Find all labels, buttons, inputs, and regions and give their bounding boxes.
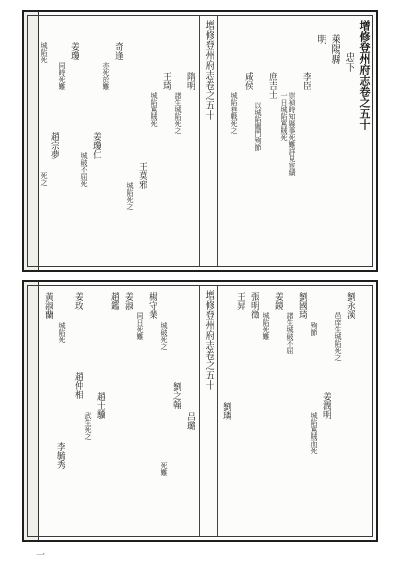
lower-entry-name: 姜玫 — [73, 292, 83, 310]
lower-entry-name: 劉永溪 — [345, 292, 355, 319]
upper-entry-note: 城陷死 — [40, 42, 48, 63]
lower-entry-name: 姜淑 — [123, 292, 133, 310]
upper-entry-note: 崇禎時知縣事死難詳見宦績 — [288, 92, 296, 176]
lower-entry-name: 趙仲相 — [73, 372, 83, 399]
lower-entry-name: 趙鑑 — [109, 292, 119, 310]
lower-entry-note: 城陷死難 — [262, 312, 270, 340]
upper-entry-name: 庶吉士 — [267, 72, 277, 99]
upper-center-fold-right — [217, 16, 218, 266]
upper-center-fold — [199, 16, 200, 266]
upper-entry-note: 亦死於難 — [102, 62, 110, 90]
page-mark: 一 — [36, 551, 46, 561]
upper-entry-name: 王莫邪 — [137, 162, 147, 189]
upper-leaf — [22, 10, 378, 272]
section-heading: 忠下 — [343, 52, 354, 72]
upper-entry-note: 一日城陷罵賊死 — [280, 92, 288, 141]
lower-entry-note: 城陷死 — [58, 322, 66, 343]
lower-entry-name: 劉璘 — [221, 402, 231, 420]
lower-entry-note: 城陷罵賊而死 — [310, 412, 318, 454]
lower-entry-name: 李毓秀 — [55, 442, 65, 469]
upper-entry-name: 姜瓊仁 — [91, 132, 101, 159]
upper-entry-note: 同時死難 — [58, 62, 66, 90]
lower-leaf — [22, 280, 378, 542]
lower-entry-name: 趙士驥 — [95, 392, 105, 419]
upper-entry-note: 以城陷闔門殉節 — [254, 102, 262, 151]
upper-entry-name: 隋明 — [185, 72, 195, 90]
upper-entry-name: 奇逢 — [113, 42, 123, 60]
upper-entry-note: 城破不屈死 — [80, 152, 88, 187]
upper-entry-note: 城陷罵賊死 — [150, 92, 158, 127]
lower-entry-note: 武生死之 — [84, 412, 92, 440]
lower-center-fold — [199, 286, 200, 536]
upper-entry-name: 李臣 — [301, 72, 311, 90]
lower-margin-strip — [24, 282, 39, 540]
upper-fold-title: 增修登州府志卷之五十 — [203, 20, 214, 120]
upper-entry-note: 死之 — [40, 172, 48, 186]
lower-entry-note: 殉節 — [310, 322, 318, 336]
upper-margin-strip — [24, 12, 39, 270]
upper-entry-name: 姜瓊 — [69, 42, 79, 60]
upper-entry-note: 城陷死之 — [126, 182, 134, 210]
lower-entry-name: 黃淑蘭 — [43, 292, 53, 319]
volume-title: 增修登州府志卷之五十 — [358, 20, 371, 130]
lower-entry-name: 楊守業 — [147, 292, 157, 319]
dynasty-heading: 明 — [315, 34, 326, 44]
lower-entry-name: 張明徵 — [249, 292, 259, 319]
lower-entry-name: 姜潤明 — [321, 392, 331, 419]
lower-fold-title: 增修登州府志卷之五十 — [203, 290, 214, 390]
upper-entry-name: 王琦 — [161, 72, 171, 90]
lower-entry-name: 劉之翰 — [171, 382, 181, 409]
lower-center-fold-right — [217, 286, 218, 536]
lower-entry-name: 吕璐 — [185, 412, 195, 430]
upper-entry-name: 咸侯 — [243, 72, 253, 90]
lower-entry-name: 劉國琦 — [297, 292, 307, 319]
upper-entry-name: 趙宗夢 — [49, 132, 59, 159]
lower-entry-note: 城破死之 — [160, 322, 168, 350]
lower-entry-note: 同日死難 — [136, 312, 144, 340]
lower-entry-name: 王昇 — [235, 292, 245, 310]
lower-entry-name: 姜鏡 — [273, 292, 283, 310]
county-heading: 萊陽縣 — [329, 34, 340, 64]
upper-entry-note: 城陷巷戰死之 — [230, 92, 238, 134]
lower-entry-note: 諸生城破不屈 — [286, 312, 294, 354]
lower-entry-note: 死難 — [160, 462, 168, 476]
upper-entry-note: 諸生城陷死之 — [174, 92, 182, 134]
lower-entry-note: 邑庠生城陷死之 — [334, 312, 342, 361]
